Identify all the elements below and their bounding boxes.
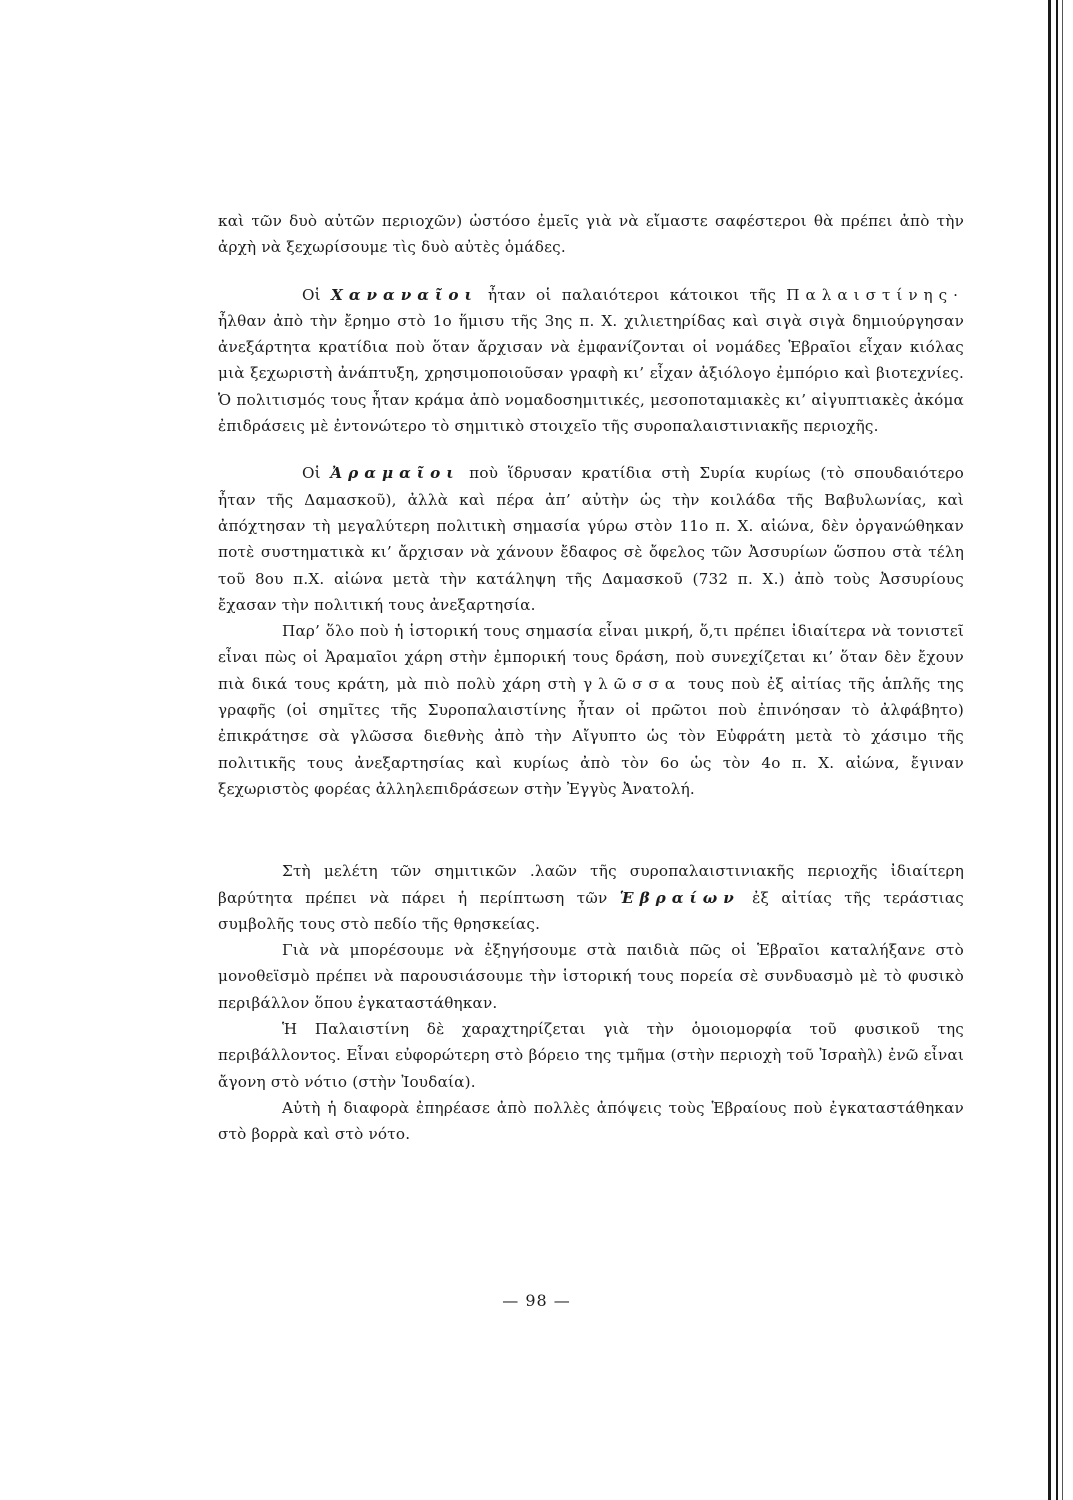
text-run: Οἱ — [302, 464, 331, 483]
text-run: Παρ’ ὅλο ποὺ ἡ ἱστορική τους σημασία εἶναι μικρή, ὅ,τι πρέπει ἰδιαίτερα νὰ τονιστεῖ εἶναι πὼς οἱ Ἀραμαῖοι χάρη στὴν ἐμπορική τους δράση, ποὺ συνεχίζεται κι’ ὅταν δὲν ἔχουν πιὰ δικά τους κράτη, μὰ πιὸ πολὺ χάρη στὴ — [218, 622, 964, 693]
scan-edge-shadow — [1048, 0, 1051, 1500]
paragraph-canaanites — [218, 282, 964, 440]
emphasized-term: Ἀραμαῖοι — [330, 464, 460, 483]
text-run: Αὐτὴ ἡ διαφορὰ ἐπηρέασε ἀπὸ πολλὲς ἀπόψεις τοὺς Ἑβραίους ποὺ ἐγκαταστάθηκαν στὸ βορρὰ καὶ στὸ νότο. — [218, 1098, 964, 1144]
page-number: — 98 — — [502, 1291, 571, 1310]
paragraph-monotheism — [218, 937, 964, 1016]
emphasized-term: Χαναναῖοι — [331, 285, 478, 304]
text-run: Στὴ μελέτη τῶν σημιτικῶν .λαῶν τῆς συροπαλαιστινιακῆς περιοχῆς ἰδιαίτερη βαρύτητα πρέπει νὰ πάρει ἡ περίπτωση τῶν — [218, 862, 964, 907]
emphasized-term: Ἑβραίων — [619, 888, 740, 907]
page-body — [218, 208, 964, 1148]
paragraph-north-south — [218, 1095, 964, 1148]
spaced-term: γλῶσσα — [583, 674, 682, 693]
text-run: Γιὰ νὰ μπορέσουμε νὰ ἐξηγήσουμε στὰ παιδιὰ πῶς οἱ Ἑβραῖοι καταλήξανε στὸ μονοθεϊσμὸ πρέπει νὰ παρουσιάσουμε τὴν ἱστορική τους πορεία σὲ συνδυασμὸ μὲ τὸ φυσικὸ περιβάλλον ὅπου ἐγκαταστάθηκαν. — [218, 941, 964, 1012]
text-run: Ἡ Παλαιστίνη δὲ χαραχτηρίζεται γιὰ τὴν ὁμοιομορφία τοῦ φυσικοῦ της περιβάλλοντος. Εἶναι εὐφορώτερη στὸ βόρειο της τμῆμα (στὴν περιοχὴ τοῦ Ἰσραὴλ) ἐνῶ εἶναι ἄγονη στὸ νότιο (στὴν Ἰουδαία). — [218, 1020, 964, 1091]
text-run: ἦταν οἱ παλαιότεροι κάτοικοι τῆς — [477, 285, 787, 304]
text-run: ἐξ αἰτίας τῆς τεράστιας συμβολῆς τους στὸ πεδίο τῆς θρησκείας. — [218, 888, 964, 933]
paragraph-hebrews — [218, 858, 964, 937]
scan-edge-shadow — [1062, 0, 1063, 1500]
paragraph-palestine-environment — [218, 1016, 964, 1095]
scan-edge-shadow — [1056, 0, 1058, 1500]
paragraph-aramaic-language — [218, 618, 964, 802]
text-run: τους ποὺ ἐξ αἰτίας τῆς ἁπλῆς της γραφῆς (οἱ σημῖτες τῆς Συροπαλαιστίνης ἦταν οἱ πρῶτοι ποὺ ἐπινόησαν τὸ ἀλφάβητο) ἐπικράτησε σὰ γλῶσσα διεθνὴς ἀπὸ τὴν Αἴγυπτο ὡς τὸν Εὐφράτη μετὰ τὸ χάσιμο τῆς πολιτικῆς τους ἀνεξαρτησίας καὶ κυρίως ἀπὸ τὸν 6ο ὡς τὸν 4ο π. Χ. αἰώνα, ἔγιναν ξεχωριστὸς φορέας ἀλληλεπιδράσεων στὴν Ἐγγὺς Ἀνατολή. — [218, 674, 964, 798]
paragraph-arameans — [218, 460, 964, 618]
text-run: Οἱ — [302, 285, 332, 304]
text-run: ποὺ ἵδρυσαν κρατίδια στὴ Συρία κυρίως (τὸ σπουδαιότερο ἦταν τῆς Δαμασκοῦ), ἀλλὰ καὶ πέρα ἀπ’ αὐτὴν ὡς τὴν κοιλάδα τῆς Βαβυλωνίας, καὶ ἀπόχτησαν τὴ μεγαλύτερη πολιτικὴ σημασία γύρω στὸν 11ο π. Χ. αἰώνα, δὲν ὀργανώθηκαν ποτὲ συστηματικὰ κι’ ἄρχισαν νὰ χάνουν ἔδαφος σὲ ὄφελος τῶν Ἀσσυρίων ὥσπου στὰ τέλη τοῦ 8ου π.Χ. αἰώνα μετὰ τὴν κατάληψη τῆς Δαμασκοῦ (732 π. Χ.) ἀπὸ τοὺς Ἀσσυρίους ἔχασαν τὴν πολιτική τους ἀνεξαρτησία. — [218, 464, 964, 614]
spaced-term: Παλαιστίνης· — [786, 285, 964, 304]
text-run: καὶ τῶν δυὸ αὐτῶν περιοχῶν) ὡστόσο ἐμεῖς γιὰ νὰ εἴμαστε σαφέστεροι θὰ πρέπει ἀπὸ τὴν ἀρχὴ νὰ ξεχωρίσουμε τὶς δυὸ αὐτὲς ὁμάδες. — [218, 212, 964, 257]
paragraph-continuation — [218, 208, 964, 261]
text-run: ἦλθαν ἀπὸ τὴν ἔρημο στὸ 1ο ἥμισυ τῆς 3ης π. Χ. χιλιετηρίδας καὶ σιγὰ σιγὰ δημιούργησαν ἀνεξάρτητα κρατίδια ποὺ ὅταν ἄρχισαν νὰ ἐμφανίζονται οἱ νομάδες Ἑβραῖοι εἶχαν κιόλας μιὰ ξεχωριστὴ ἀνάπτυξη, χρησιμοποιοῦσαν γραφὴ κι’ εἶχαν ἀξιόλογο ἐμπόριο καὶ βιοτεχνίες. Ὁ πολιτισμός τους ἦταν κράμα ἀπὸ νομαδοσημιτικές, μεσοποταμιακὲς κι’ αἰγυπτιακὲς ἀκόμα ἐπιδράσεις μὲ ἐντονώτερο τὸ σημιτικὸ στοιχεῖο τῆς συροπαλαιστινιακῆς περιοχῆς. — [218, 311, 964, 436]
